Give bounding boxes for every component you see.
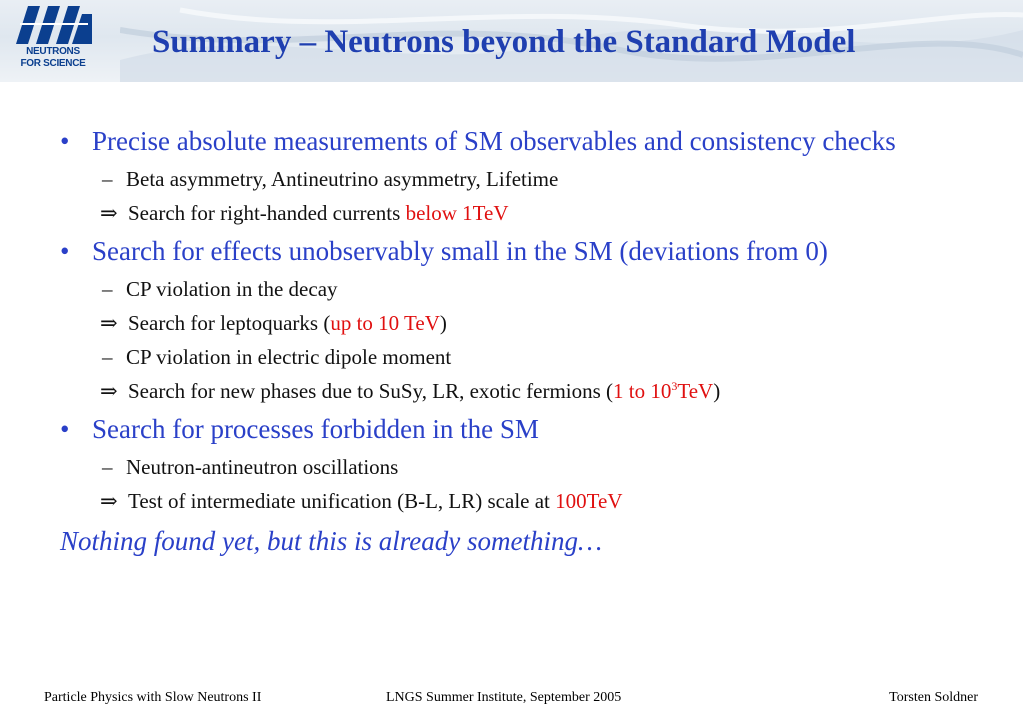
dash-marker: –: [102, 455, 113, 479]
ill-logo-mark: [14, 6, 92, 44]
sub-item-beta-asymmetry: [60, 164, 960, 194]
implication-text-end: ): [439, 311, 447, 335]
footer-author: Torsten Soldner: [889, 690, 978, 705]
implies-arrow-icon: ⇒: [100, 311, 118, 335]
highlight-unit: TeV: [677, 379, 714, 403]
implication-leptoquarks: [60, 308, 960, 338]
highlight-text: below 1TeV: [405, 201, 509, 225]
bullet-text: Precise absolute measurements of SM observables and consistency checks: [92, 126, 896, 156]
bullet-unobservable-effects: [60, 232, 960, 270]
conclusion-text: Nothing found yet, but this is already something…: [60, 526, 602, 556]
bullet-marker: •: [60, 126, 70, 156]
highlight-text: 100TeV: [555, 489, 623, 513]
sub-item-cp-violation-edm: [60, 342, 960, 372]
implication-unification-scale: [60, 486, 960, 516]
dash-marker: –: [102, 167, 113, 191]
bullet-text: Search for processes forbidden in the SM: [92, 414, 539, 444]
footer-event: LNGS Summer Institute, September 2005: [386, 690, 622, 705]
implies-arrow-icon: ⇒: [100, 489, 118, 513]
implies-arrow-icon: ⇒: [100, 379, 118, 403]
implication-text: Test of intermediate unification (B-L, LR) scale at: [128, 489, 556, 513]
implies-arrow-icon: ⇒: [100, 201, 118, 225]
dash-marker: –: [102, 277, 113, 301]
implication-text: Search for leptoquarks (: [128, 311, 331, 335]
exponent: 3: [671, 379, 678, 393]
sub-item-text: CP violation in electric dipole moment: [126, 345, 452, 369]
bullet-text: Search for effects unobservably small in the SM (deviations from 0): [92, 236, 828, 266]
sub-item-cp-violation-decay: [60, 274, 960, 304]
highlight-text: [613, 379, 713, 403]
bullet-marker: •: [60, 236, 70, 266]
sub-item-oscillations: [60, 452, 960, 482]
logo-text-line2: FOR SCIENCE: [20, 58, 86, 69]
implication-text: Search for right-handed currents: [128, 201, 406, 225]
logo-text-line1: NEUTRONS: [26, 46, 80, 57]
footer-course: Particle Physics with Slow Neutrons II: [44, 690, 262, 705]
slide-title: Summary – Neutrons beyond the Standard Model: [152, 24, 856, 60]
bullet-marker: •: [60, 414, 70, 444]
slide-content: [60, 122, 960, 560]
dash-marker: –: [102, 345, 113, 369]
implication-right-handed-currents: [60, 198, 960, 228]
sub-item-text: CP violation in the decay: [126, 277, 338, 301]
highlight-text: up to 10 TeV: [330, 311, 440, 335]
slide-header: [0, 0, 1023, 82]
implication-new-phases: [60, 376, 960, 406]
sub-item-text: Neutron-antineutron oscillations: [126, 455, 399, 479]
implication-text-end: ): [713, 379, 721, 403]
highlight-range: 1 to 10: [613, 379, 672, 403]
implication-text: Search for new phases due to SuSy, LR, exotic fermions (: [128, 379, 614, 403]
bullet-forbidden-processes: [60, 410, 960, 448]
ill-logo: [8, 6, 98, 76]
sub-item-text: Beta asymmetry, Antineutrino asymmetry, Lifetime: [126, 167, 559, 191]
bullet-precise-measurements: [60, 122, 960, 160]
